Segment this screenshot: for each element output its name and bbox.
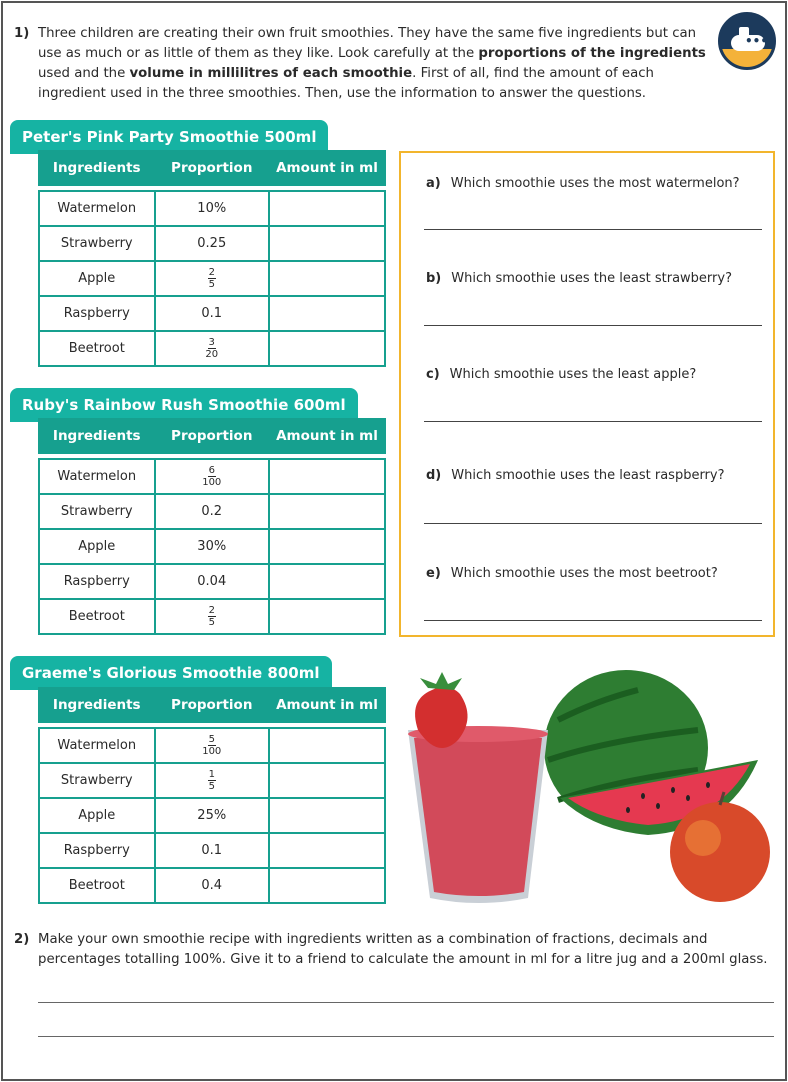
proportion-cell: 0.4: [155, 868, 269, 903]
question-1: [14, 24, 714, 104]
ingredients-header: Ingredients: [39, 688, 155, 722]
proportion-cell: [155, 331, 269, 366]
ingredient-cell: Strawberry: [39, 226, 155, 261]
ingredient-cell: Watermelon: [39, 191, 155, 226]
question-2-number: 2): [14, 932, 30, 947]
smoothie-table-graeme: [38, 687, 386, 904]
amount-answer-cell[interactable]: [269, 226, 385, 261]
amount-answer-cell[interactable]: [269, 331, 385, 366]
fraction-denominator: 20: [205, 349, 219, 360]
amount-answer-cell[interactable]: [269, 599, 385, 634]
table-row: [39, 833, 385, 868]
proportion-cell: 10%: [155, 191, 269, 226]
table-row: [39, 261, 385, 296]
amount-header: Amount in ml: [269, 688, 385, 722]
writing-line-1[interactable]: [38, 1002, 774, 1003]
question-e-text: Which smoothie uses the most beetroot?: [450, 566, 718, 581]
question-e: [426, 566, 718, 581]
writing-line-2[interactable]: [38, 1036, 774, 1037]
amount-answer-cell[interactable]: [269, 868, 385, 903]
amount-answer-cell[interactable]: [269, 459, 385, 494]
table-row: [39, 763, 385, 798]
proportion-cell: 0.04: [155, 564, 269, 599]
fraction: [202, 734, 221, 757]
proportion-cell: [155, 599, 269, 634]
fraction: [202, 465, 221, 488]
question-b-text: Which smoothie uses the least strawberry?: [451, 271, 732, 286]
question-1-text-part: used and the: [38, 66, 130, 81]
table-row: [39, 459, 385, 494]
amount-header: Amount in ml: [269, 419, 385, 453]
ingredient-cell: Beetroot: [39, 331, 155, 366]
smoothie-fruit-illustration: [398, 660, 778, 910]
ingredient-cell: Beetroot: [39, 599, 155, 634]
amount-answer-cell[interactable]: [269, 529, 385, 564]
table-row: [39, 564, 385, 599]
ingredients-header: Ingredients: [39, 419, 155, 453]
table-row: [39, 191, 385, 226]
submarine-badge-icon: [718, 12, 776, 70]
question-d-text: Which smoothie uses the least raspberry?: [451, 468, 725, 483]
answer-line-e[interactable]: [424, 620, 762, 621]
fraction-numerator: 2: [208, 267, 215, 278]
question-a: [426, 176, 740, 191]
proportion-header: Proportion: [155, 688, 269, 722]
table-row: [39, 296, 385, 331]
amount-answer-cell[interactable]: [269, 564, 385, 599]
ingredient-cell: Strawberry: [39, 763, 155, 798]
question-a-label: a): [426, 176, 441, 191]
question-c-text: Which smoothie uses the least apple?: [449, 367, 697, 382]
table-3-title: Graeme's Glorious Smoothie 800ml: [10, 656, 332, 690]
proportion-header: Proportion: [155, 151, 269, 185]
fraction: [205, 337, 218, 360]
questions-box: [399, 151, 775, 637]
ingredient-cell: Apple: [39, 798, 155, 833]
fraction-numerator: 2: [208, 605, 215, 616]
question-c-label: c): [426, 367, 440, 382]
proportion-cell: 0.25: [155, 226, 269, 261]
proportion-cell: 25%: [155, 798, 269, 833]
amount-answer-cell[interactable]: [269, 798, 385, 833]
ingredient-cell: Raspberry: [39, 296, 155, 331]
ingredient-cell: Apple: [39, 261, 155, 296]
fraction-numerator: 5: [208, 734, 215, 745]
fraction: [208, 769, 216, 792]
fraction-denominator: 5: [208, 279, 215, 290]
fraction-denominator: 100: [202, 746, 222, 757]
badge-dots: •••: [745, 34, 769, 48]
amount-header: Amount in ml: [269, 151, 385, 185]
question-2: [14, 930, 774, 970]
amount-answer-cell[interactable]: [269, 261, 385, 296]
fraction: [208, 267, 216, 290]
question-e-label: e): [426, 566, 441, 581]
badge-sea: [721, 49, 773, 70]
question-1-text-part: Three children are creating their own fruit smoothies. They have the same five ingredients but can use as much or as little of them as they like. Look carefully at the: [38, 26, 697, 61]
answer-line-a[interactable]: [424, 229, 762, 230]
amount-answer-cell[interactable]: [269, 763, 385, 798]
ingredient-cell: Watermelon: [39, 459, 155, 494]
smoothie-table-ruby: [38, 418, 386, 635]
question-b: [426, 271, 732, 286]
question-d: [426, 468, 725, 483]
amount-answer-cell[interactable]: [269, 494, 385, 529]
fraction-denominator: 5: [208, 781, 215, 792]
table-row: [39, 226, 385, 261]
fraction-denominator: 5: [208, 617, 215, 628]
table-row: [39, 599, 385, 634]
ingredient-cell: Strawberry: [39, 494, 155, 529]
ingredient-cell: Raspberry: [39, 833, 155, 868]
smoothie-table-peter: [38, 150, 386, 367]
ingredient-cell: Beetroot: [39, 868, 155, 903]
proportion-cell: [155, 728, 269, 763]
question-2-text: Make your own smoothie recipe with ingredients written as a combination of fractions, decimals and percentages totalling 100%. Give it to a friend to calculate the amount in ml for a litre jug and a 200ml glass.: [38, 932, 768, 967]
amount-answer-cell[interactable]: [269, 191, 385, 226]
answer-line-c[interactable]: [424, 421, 762, 422]
question-1-number: 1): [14, 26, 30, 41]
fraction: [208, 605, 216, 628]
proportion-cell: 0.2: [155, 494, 269, 529]
fraction-numerator: 3: [208, 337, 215, 348]
proportion-cell: 0.1: [155, 296, 269, 331]
table-row: [39, 529, 385, 564]
table-2-title: Ruby's Rainbow Rush Smoothie 600ml: [10, 388, 358, 422]
table-1-title: Peter's Pink Party Smoothie 500ml: [10, 120, 328, 154]
apple-icon: [670, 802, 770, 902]
answer-line-d[interactable]: [424, 523, 762, 524]
question-1-bold-proportions: proportions of the ingredients: [478, 46, 706, 61]
ingredient-cell: Watermelon: [39, 728, 155, 763]
amount-answer-cell[interactable]: [269, 728, 385, 763]
question-1-text-part: . First of all, find the amount of each ingredient used in the three smoothies. Then, use the information to answer the questions.: [38, 66, 654, 101]
ingredient-cell: Raspberry: [39, 564, 155, 599]
table-row: [39, 798, 385, 833]
question-b-label: b): [426, 271, 442, 286]
question-d-label: d): [426, 468, 442, 483]
fraction-numerator: 1: [208, 769, 215, 780]
question-1-text: [38, 24, 714, 104]
proportion-header: Proportion: [155, 419, 269, 453]
question-1-bold-volume: volume in millilitres of each smoothie: [129, 66, 413, 81]
table-row: [39, 331, 385, 366]
proportion-cell: [155, 261, 269, 296]
table-row: [39, 728, 385, 763]
table-row: [39, 494, 385, 529]
amount-answer-cell[interactable]: [269, 296, 385, 331]
question-c: [426, 367, 696, 382]
proportion-cell: [155, 763, 269, 798]
proportion-cell: 30%: [155, 529, 269, 564]
amount-answer-cell[interactable]: [269, 833, 385, 868]
question-a-text: Which smoothie uses the most watermelon?: [450, 176, 740, 191]
answer-line-b[interactable]: [424, 325, 762, 326]
ingredients-header: Ingredients: [39, 151, 155, 185]
table-row: [39, 868, 385, 903]
proportion-cell: [155, 459, 269, 494]
proportion-cell: 0.1: [155, 833, 269, 868]
fraction-denominator: 100: [202, 477, 222, 488]
fraction-numerator: 6: [208, 465, 215, 476]
ingredient-cell: Apple: [39, 529, 155, 564]
